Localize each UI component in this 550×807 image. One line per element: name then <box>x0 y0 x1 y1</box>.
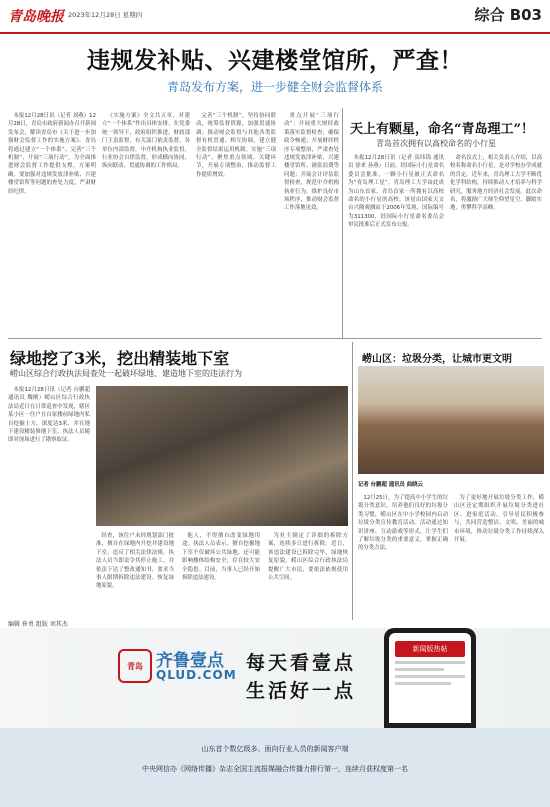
phone-placeholder-line <box>395 668 444 671</box>
ad-footer-line-2: 中央网信办《网络传播》杂志全国主流报媒融合传播力排行第一，连续月获权度第一名 <box>142 765 408 773</box>
story3-column-3: 他人，不得擅自改变绿地用途。执法人员表示，擅自挖掘地下室不仅破坏公共绿地，还可能影响楼体结构安全，存在较大安全隐患。目前，当事人已经开始拆除违法建设。 <box>182 533 260 582</box>
ad-slogan-1: 每天看壹点 <box>246 652 357 674</box>
phone-screen <box>389 633 471 723</box>
lead-column-3: 完善“三个机制”，坚持协同联动，统筹监督资源，加强贯通协调；推动财会监督与其他各类监督有机贯通、相互协调，建立健全监督结果运用机制。实施“三项行动”，聚焦重点领域、关键环节，开展专项整治，推动监督工作提质增效。 <box>196 113 276 178</box>
illegal-basement-photo <box>96 386 348 526</box>
side-column-1: 本报12月28日讯（记者 高纬锦 通讯员 徐来 孙燕）日前，经国际小行星命名委员会批准，一颗小行星被正式命名为“青岛理工星”。青岛理工大学由此成为山东首家、青岛首家一所拥有以高校命名的小行星的高校。该星由国家天文台兴隆观测站于2006年发现，国际编号为311300，经国际小行星命名委员会审议批准后正式发布公报。 <box>348 155 444 229</box>
story3-headline: 绿地挖了3米，挖出精装地下室 <box>10 349 230 368</box>
column-divider <box>342 108 343 338</box>
story3-column-4: 为业主制定了详细的拆除方案，连续多日进行拆除。近日，该违法建设已拆除完毕，绿地恢复原貌。崂山区综合行政执法局提醒广大市民，要依法依规使用公共空间。 <box>268 533 348 582</box>
lead-column-1: 本报12月28日讯（记者 刘燕）12月28日，青岛市政府新闻办召开新闻发布会，解读青岛市《关于进一步加强财会监督工作的实施方案》。青岛将通过建立“一个体系”、完善“三个机制”、开展“三项行动”，为全面推进财会监督工作提供支撑。方案明确，要加强对违规发放津补贴、兴建楼堂馆所等问题的查处力度，严肃财经纪律。 <box>8 113 96 195</box>
ad-slogan-2: 生活好一点 <box>246 680 357 702</box>
side-column-2: 命名仪式上，相关负责人介绍，以高校名称命名小行星，是对学校办学成就的肯定。近年来，青岛理工大学不断优化学科结构，持续推动人才培养与科学研究，服务地方经济社会发展。此次命名，将激励广大师生仰望星空、脚踏实地，勇攀科学高峰。 <box>450 155 542 212</box>
story4-headline: 崂山区：垃圾分类，让城市更文明 <box>362 354 512 365</box>
app-logo-icon <box>118 649 152 683</box>
editor-credits: 编辑 崔勇 组版 刘其杰 <box>8 621 68 628</box>
dateline: 2023年12月28日 星期四 <box>68 11 143 19</box>
phone-hot-button: 新闻版热帖 <box>395 641 465 657</box>
ad-footer-line-1: 山东首个数亿级多、面向行业人员的新闻客户端 <box>201 745 349 753</box>
side-headline: 天上有颗星，命名“青岛理工”！ <box>350 122 534 137</box>
section-name: 综合 <box>474 6 505 24</box>
column-divider-2 <box>352 342 353 620</box>
phone-mockup <box>384 628 476 728</box>
app-logo-text: 青岛 <box>127 661 143 671</box>
lead-headline: 违规发补贴、兴建楼堂馆所，严查！ <box>87 47 463 74</box>
ad-url: QLUD.COM <box>156 668 237 682</box>
lead-subhead: 青岛发布方案，进一步健全财会监督体系 <box>166 80 383 94</box>
photo-caption: 记者 台鹏超 通讯员 曲晓云 <box>358 482 423 488</box>
newspaper-logo: 青岛晚报 <box>8 9 64 25</box>
side-subhead: 青岛首次拥有以高校命名的小行星 <box>376 139 496 148</box>
section-tag <box>474 4 542 25</box>
story4-column-1: 12月25日，为了提高中小学生的垃圾分类意识，培养他们良好的垃圾分类习惯，崂山区在中小学校园内启动垃圾分类宣传教育活动。活动通过知识讲座、互动游戏等形式，让学生们了解垃圾分类的重要意义，掌握正确的分类方法。 <box>358 495 448 552</box>
story3-column-1: 本报12月28日讯（记者 台鹏超 通讯员 魏刚）崂山区综合行政执法局近日在日常巡查中发现，辖区某小区一住户在自家楼前绿地内私自挖掘土方，深度达3米，并在地下建设精装修地下室。执法人员随即对现场进行了勘察取证。 <box>8 387 90 444</box>
page-number: B03 <box>509 6 542 24</box>
phone-placeholder-line <box>395 661 465 664</box>
phone-placeholder-line <box>395 675 465 678</box>
story3-subhead: 崂山区综合行政执法局查处一起破坏绿地、建造地下室的违法行为 <box>10 369 242 378</box>
ad-brand: 齐鲁壹点 <box>156 651 224 671</box>
phone-placeholder-line <box>395 682 451 685</box>
section-divider <box>8 338 542 339</box>
lead-column-2: 《实施方案》全文共五章，对建立“一个体系”作出具体安排。在党委统一领导下，政府组织推进，财政部门主责监督，有关部门依责监督，各单位内部监督，中介机构执业监督，行业协会自律监督，形成横向协同、纵向联动、贯通协调的工作格局。 <box>102 113 190 170</box>
garbage-sorting-photo <box>358 366 544 474</box>
story4-column-2: 为了更好地开展垃圾分类工作，崂山区还定期组织开展垃圾分类进社区、进家庭活动，引导居民积极参与，共同营造整洁、文明、美丽的城市环境，推动垃圾分类工作持续深入开展。 <box>454 495 544 544</box>
lead-column-4: 重点开展“三项行动”：开展重大财经政策落实监督检查，确保政令畅通；开展财经秩序专项整治，严肃查处违规发放津补贴、兴建楼堂馆所、铺张浪费等问题；开展会计评估监督检查，规范中介机构执业行为，维护良好市场秩序，推动财会监督工作落地见效。 <box>284 113 339 212</box>
story3-column-2: 经查，该住户未经规划部门批准，擅自在绿地内开挖并建设地下室，违反了相关法律法规。执法人员当即责令其停止施工，并依法下达了整改通知书，要求当事人限期拆除违法建设、恢复绿地原貌。 <box>96 533 174 590</box>
